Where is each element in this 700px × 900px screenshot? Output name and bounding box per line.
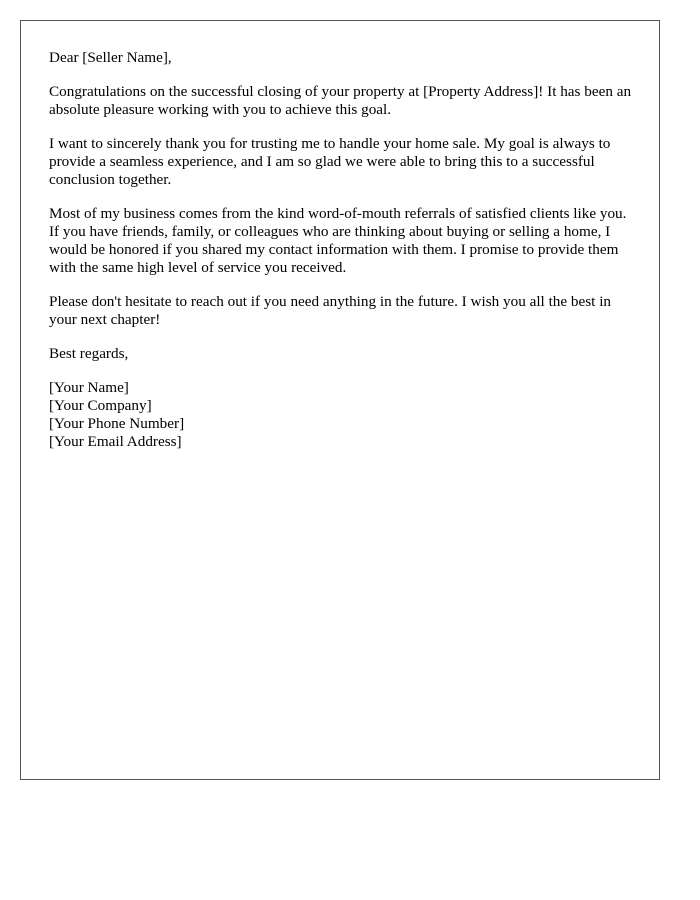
signature-company: [Your Company] [49,397,152,414]
paragraph-farewell: Please don't hesitate to reach out if you need anything in the future. I wish you all the best in your next chapter! [49,293,612,328]
signature-block [49,379,635,451]
closing: Best regards, [49,345,129,362]
signature-name: [Your Name] [49,379,129,396]
letter-body [49,49,635,451]
letter-page [20,20,660,780]
paragraph-thanks: I want to sincerely thank you for trusting me to handle your home sale. My goal is always to provide a seamless experience, and I am so glad we were able to bring this to a successful conclusion together. [49,135,611,188]
signature-phone: [Your Phone Number] [49,415,185,432]
signature-email: [Your Email Address] [49,433,182,450]
paragraph-referrals: Most of my business comes from the kind word-of-mouth referrals of satisfied clients like you. If you have friends, family, or colleagues who are thinking about buying or selling a home, I would be honored if you shared my contact information with them. I promise to provide them with the same high level of service you received. [49,205,627,276]
paragraph-congratulations: Congratulations on the successful closing of your property at [Property Address]! It has been an absolute pleasure working with you to achieve this goal. [49,83,632,118]
salutation: Dear [Seller Name], [49,49,172,66]
